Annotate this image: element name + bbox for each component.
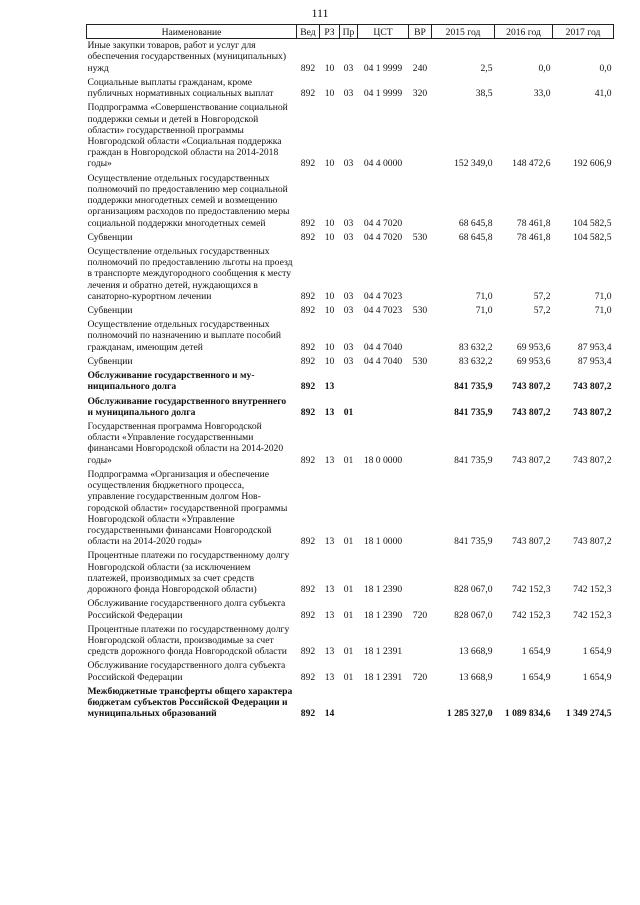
cell-2017: 743 807,2 [573,406,612,418]
cell-2015: 2,5 [480,62,493,74]
cell-2016: 78 461,8 [516,217,551,229]
cell-name: Подпрограмма «Организация и обеспечение осуществления бюджетного процесса, управление государственным долгом Новгородской области» государственной программы Новгородской области «Управление государственными финансами Новгородской области на 2014-2020 годы» [87,468,288,548]
cell-name: Обслуживание государственного долга субъекта Российской Федерации [87,598,286,621]
cell-cst: 18 1 2391 [363,646,403,658]
cell-2016: 743 807,2 [512,454,551,466]
cell-cst: 04 4 7020 [363,231,403,243]
cell-vr [409,420,432,468]
cell-rz: 10 [324,290,335,302]
cell-2016: 69 953,6 [516,355,551,367]
table-row [87,172,614,231]
cell-2017: 104 582,5 [573,217,612,229]
cell-rz: 13 [324,536,335,548]
cell-pr: 03 [343,341,354,353]
cell-2017: 71,0 [594,305,612,317]
cell-pr: 01 [343,406,354,418]
cell-cst: 04 4 7040 [363,355,403,367]
cell-2016: 743 807,2 [512,381,551,393]
cell-cst: 18 1 2390 [363,609,403,621]
cell-name: Межбюджетные трансферты общего характера бюджетам субъектов Российской Федерации и муниципальных образований [87,685,293,720]
header-ved: Вед [297,25,320,39]
cell-pr: 03 [343,355,354,367]
cell-ved: 892 [300,341,316,353]
cell-name: Иные закупки товаров, работ и услуг для обеспечения государственных (муниципальных) нужд [87,40,287,74]
cell-vr [409,395,432,420]
cell-2016: 1 654,9 [521,646,551,658]
cell-ved: 892 [300,646,316,658]
cell-rz: 10 [324,341,335,353]
cell-ved: 892 [300,290,316,302]
cell-2015: 71,0 [475,290,493,302]
table-row [87,623,614,660]
table-row [87,304,614,318]
cell-vr: 240 [412,62,428,74]
cell-2016: 1 089 834,6 [504,708,551,720]
cell-2017: 41,0 [594,88,612,100]
cell-vr: 720 [412,609,428,621]
cell-2015: 68 645,8 [458,231,493,243]
cell-cst: 04 4 7023 [363,305,403,317]
cell-cst: 04 1 9999 [363,88,403,100]
cell-vr: 530 [412,305,428,317]
cell-vr: 320 [412,88,428,100]
cell-vr [409,101,432,171]
header-vr: ВР [409,25,432,39]
cell-2016: 743 807,2 [512,406,551,418]
cell-name: Обслуживание государственного долга субъекта Российской Федерации [87,660,286,683]
cell-pr [340,369,358,394]
cell-rz: 10 [324,305,335,317]
cell-cst: 04 4 7040 [363,341,403,353]
cell-rz: 13 [324,671,335,683]
cell-name: Осуществление отдельных государственных полномочий по предоставлению льготы на проезд в транспорте междугородного сообщения к месту лечения и обратно детей, нуждающихся в санаторно-курортном лечении [87,245,293,302]
table-row [87,369,614,394]
cell-rz: 10 [324,88,335,100]
cell-2016: 148 472,6 [512,158,551,170]
cell-cst [358,395,409,420]
cell-ved: 892 [300,609,316,621]
cell-vr [409,172,432,231]
header-pr: Пр [340,25,358,39]
cell-2017: 87 953,4 [577,341,612,353]
header-rz: РЗ [320,25,340,39]
cell-2015: 828 067,0 [454,584,493,596]
cell-rz: 10 [324,231,335,243]
cell-pr: 03 [343,305,354,317]
cell-vr [409,318,432,355]
cell-vr [409,245,432,304]
cell-vr [409,685,432,722]
table-row [87,420,614,468]
table-row [87,231,614,245]
table-row [87,101,614,171]
cell-name: Процентные платежи по государственному долгу Новгородской области, производимые за счет средств дорожного фонда Новгородской области [87,623,290,658]
cell-name: Субвенции [87,355,133,367]
cell-2017: 1 654,9 [582,671,612,683]
cell-2016: 1 654,9 [521,671,551,683]
cell-rz: 13 [324,381,335,393]
cell-ved: 892 [300,355,316,367]
cell-2017: 743 807,2 [573,536,612,548]
cell-2016: 743 807,2 [512,536,551,548]
cell-rz: 14 [324,708,335,720]
cell-ved: 892 [300,406,316,418]
cell-2017: 104 582,5 [573,231,612,243]
cell-cst: 18 0 0000 [363,454,403,466]
cell-cst: 18 1 2391 [363,671,403,683]
cell-rz: 10 [324,217,335,229]
cell-vr [409,468,432,550]
table-row [87,685,614,722]
cell-2016: 57,2 [533,305,551,317]
cell-cst [358,369,409,394]
cell-ved: 892 [300,62,316,74]
cell-2015: 83 632,2 [458,341,493,353]
cell-pr: 03 [343,231,354,243]
cell-ved: 892 [300,88,316,100]
cell-2015: 38,5 [475,88,493,100]
cell-vr: 530 [412,355,428,367]
cell-ved: 892 [300,454,316,466]
page-number: 111 [311,6,329,20]
cell-name: Субвенции [87,305,133,317]
cell-name: Осуществление отдельных государственных полномочий по предоставлению мер социальной поддержки многодетных семей и возмещению организациям расходов по предоставлению меры социальной поддержки многодетных семей [87,172,290,229]
cell-rz: 13 [324,609,335,621]
cell-cst: 04 4 7023 [363,290,403,302]
cell-2017: 742 152,3 [573,609,612,621]
cell-vr [409,369,432,394]
cell-pr: 01 [343,584,354,596]
cell-pr: 01 [343,454,354,466]
cell-2016: 0,0 [538,62,551,74]
cell-cst [358,685,409,722]
cell-name: Обслуживание государственного и муниципального долга [87,370,255,393]
table-row [87,355,614,369]
cell-rz: 10 [324,62,335,74]
cell-name: Субвенции [87,231,133,243]
cell-pr: 03 [343,88,354,100]
cell-name: Социальные выплаты гражданам, кроме публичных нормативных социальных выплат [87,76,274,100]
cell-2015: 841 735,9 [454,454,493,466]
cell-cst: 04 4 7020 [363,217,403,229]
table-row [87,468,614,550]
cell-pr: 01 [343,646,354,658]
cell-rz: 13 [324,406,335,418]
cell-ved: 892 [300,305,316,317]
cell-ved: 892 [300,536,316,548]
cell-rz: 13 [324,454,335,466]
cell-2015: 68 645,8 [458,217,493,229]
table-row [87,549,614,597]
header-cst: ЦСТ [358,25,409,39]
cell-2016: 57,2 [533,290,551,302]
cell-name: Обслуживание государственного внутреннего и муниципального долга [87,395,287,418]
table-row [87,597,614,622]
cell-rz: 13 [324,646,335,658]
cell-2015: 13 668,9 [458,671,493,683]
cell-2015: 13 668,9 [458,646,493,658]
cell-2016: 78 461,8 [516,231,551,243]
cell-2017: 742 152,3 [573,584,612,596]
cell-ved: 892 [300,231,316,243]
table-row [87,659,614,684]
cell-cst: 04 4 0000 [363,158,403,170]
cell-2016: 742 152,3 [512,584,551,596]
cell-rz: 13 [324,584,335,596]
cell-vr [409,623,432,660]
cell-ved: 892 [300,584,316,596]
cell-name: Государственная программа Новгородской области «Управление государственными финансами Новгородской области на 2014-2020 годы» [87,421,284,466]
cell-pr: 01 [343,609,354,621]
cell-2017: 743 807,2 [573,454,612,466]
cell-2016: 69 953,6 [516,341,551,353]
cell-pr: 01 [343,536,354,548]
cell-2015: 841 735,9 [454,406,493,418]
table-body [87,39,614,722]
budget-table [86,24,614,721]
table-row [87,76,614,101]
cell-2015: 71,0 [475,305,493,317]
cell-pr: 03 [343,62,354,74]
cell-2016: 33,0 [533,88,551,100]
cell-2017: 71,0 [594,290,612,302]
cell-ved: 892 [300,381,316,393]
cell-2016: 742 152,3 [512,609,551,621]
cell-2015: 152 349,0 [454,158,493,170]
header-2017: 2017 год [553,25,614,39]
cell-ved: 892 [300,158,316,170]
cell-cst: 04 1 9999 [363,62,403,74]
header-2015: 2015 год [432,25,495,39]
table-row [87,245,614,304]
cell-2015: 83 632,2 [458,355,493,367]
cell-ved: 892 [300,217,316,229]
cell-cst: 18 1 2390 [363,584,403,596]
cell-pr: 03 [343,290,354,302]
cell-cst: 18 1 0000 [363,536,403,548]
table-row [87,39,614,76]
cell-2017: 192 606,9 [573,158,612,170]
cell-vr: 720 [412,671,428,683]
cell-name: Осуществление отдельных государственных полномочий по назначению и выплате пособий гражданам, имеющим детей [87,319,282,353]
header-2016: 2016 год [495,25,553,39]
cell-2017: 743 807,2 [573,381,612,393]
cell-vr [409,549,432,597]
table-row [87,318,614,355]
cell-2015: 828 067,0 [454,609,493,621]
cell-2017: 0,0 [599,62,612,74]
cell-2015: 841 735,9 [454,381,493,393]
cell-2015: 841 735,9 [454,536,493,548]
cell-2017: 87 953,4 [577,355,612,367]
header-row [87,25,614,39]
table-row [87,395,614,420]
cell-pr [340,685,358,722]
cell-pr: 01 [343,671,354,683]
cell-ved: 892 [300,671,316,683]
cell-ved: 892 [300,708,316,720]
cell-2015: 1 285 327,0 [446,708,493,720]
cell-rz: 10 [324,355,335,367]
cell-2017: 1 349 274,5 [565,708,612,720]
header-name: Наименование [87,25,297,39]
table-header [87,25,614,39]
cell-vr: 530 [412,231,428,243]
cell-pr: 03 [343,158,354,170]
cell-rz: 10 [324,158,335,170]
cell-name: Процентные платежи по государственному долгу Новгородской области (за исключением платежей, производимых за счет средств дорожного фонда Новгородской области) [87,550,290,596]
cell-2017: 1 654,9 [582,646,612,658]
cell-pr: 03 [343,217,354,229]
cell-name: Подпрограмма «Совершенствование социальной поддержки семьи и детей в Новгородской области» государственной программы Новгородской области «Социальная поддержка граждан в Новгородской области на 2014-2018 годы» [87,102,288,170]
